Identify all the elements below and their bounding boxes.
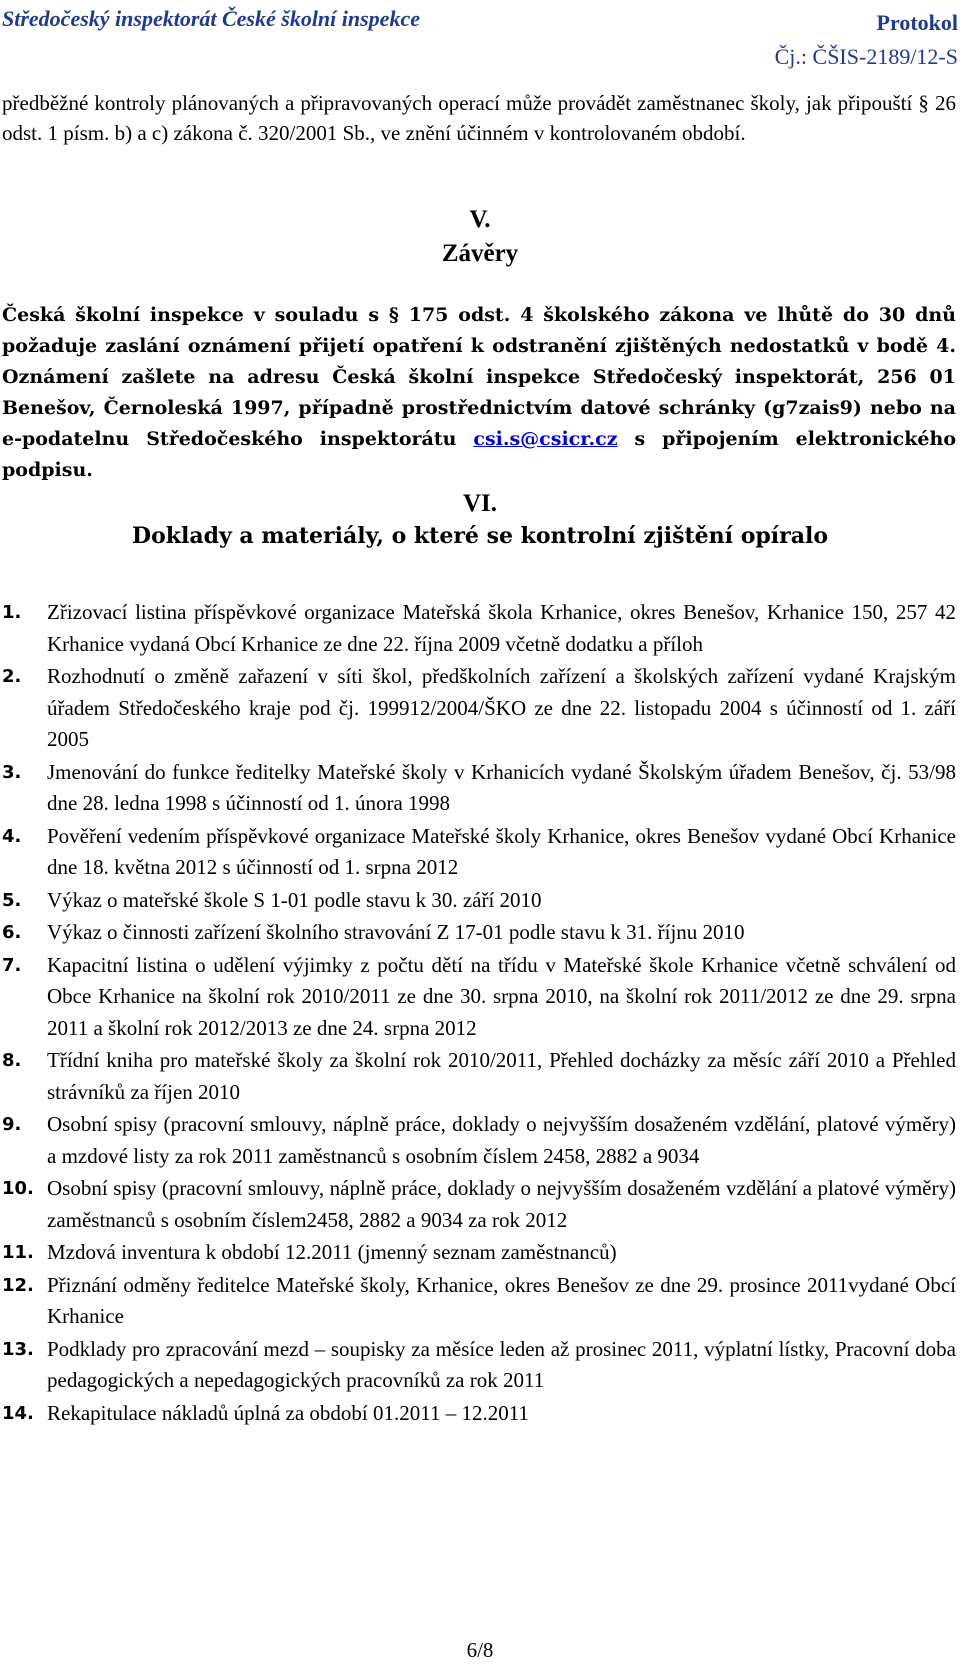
section-6-number: VI. [462,490,498,517]
section-5-title: Závěry [441,240,519,267]
list-item-text: Třídní kniha pro mateřské školy za školní rok 2010/2011, Přehled docházky za měsíc září 2010 a Přehled strávníků za říjen 2010 [47,1048,956,1104]
list-item-number: 14. [2,1402,34,1424]
header-right [775,6,958,74]
list-item-number: 8. [2,1050,22,1071]
list-item-number: 2. [2,666,22,687]
list-item [2,1398,956,1430]
header-institution: Středočeský inspektorát České školní inspekce [2,6,420,31]
list-item [2,821,956,884]
list-item [2,885,956,917]
email-link[interactable]: csi.s@csicr.cz [473,428,618,450]
list-item [2,1109,956,1172]
list-item-number: 4. [2,825,22,847]
list-item [2,1334,956,1397]
list-item [2,597,956,660]
page-number: 6/8 [466,1638,494,1662]
list-item [2,917,956,949]
conclusions-text-end: s připojením elektronického podpisu. [2,428,956,481]
list-item-text: Jmenování do funkce ředitelky Mateřské školy v Krhanicích vydané Školským úřadem Benešov, čj. 53/98 dne 28. ledna 1998 s účinností od 1. února 1998 [47,759,956,815]
list-item-text: Rozhodnutí o změně zařazení v síti škol, předškolních zařízení a školských zařízení vydané Krajským úřadem Středočeského kraje pod čj. 199912/2004/ŠKO ze dne 22. listopadu 2004 s účinností od 1. září 2005 [47,664,956,751]
section-5-number: V. [469,206,491,233]
documents-list [2,597,956,1430]
list-item-number: 11. [2,1242,34,1263]
list-item [2,757,956,820]
list-item [2,1173,956,1236]
list-item-text: Výkaz o činnosti zařízení školního stravování Z 17-01 podle stavu k 31. říjnu 2010 [47,920,745,944]
list-item [2,1237,956,1269]
conclusions-text: Česká školní inspekce v souladu s § 175 odst. 4 školského zákona ve lhůtě do 30 dnů požaduje zaslání oznámení přijetí opatření k odstranění zjištěných nedostatků v bodě 4. Oznámení zašlete na adresu Česká školní inspekce Středočeský inspektorát, 256 01 Benešov, Černoleská 1997, případně prostřednictvím datové schránky (g7zais9) nebo na e-podatelnu Středočeského inspektorátu [2,304,956,450]
list-item-number: 1. [2,602,22,623]
intro-paragraph: předběžné kontroly plánovaných a připravovaných operací může provádět zaměstnanec školy, jak připouští § 26 odst. 1 písm. b) a c) zákona č. 320/2001 Sb., ve znění účinném v kontrolovaném období. [2,91,956,145]
list-item-text: Kapacitní listina o udělení výjimky z počtu dětí na třídu v Mateřské škole Krhanice včetně schválení od Obce Krhanice na školní rok 2010/2011 ze dne 30. srpna 2010, na školní rok 2011/2012 ze dne 29. srpna 2011 a školní rok 2012/2013 ze dne 24. srpna 2012 [47,952,956,1040]
list-item [2,1045,956,1108]
list-item-number: 6. [2,922,22,943]
conclusions-paragraph [2,300,956,486]
list-item-text: Pověření vedením příspěvkové organizace Mateřské školy Krhanice, okres Benešov vydané Obcí Krhanice dne 18. května 2012 s účinností od 1. srpna 2012 [47,823,956,879]
list-item-number: 3. [2,761,22,783]
list-item [2,661,956,756]
list-item [2,1270,956,1333]
list-item-text: Mzdová inventura k období 12.2011 (jmenný seznam zaměstnanců) [47,1240,617,1264]
list-item-number: 13. [2,1338,34,1360]
list-item-text: Osobní spisy (pracovní smlouvy, náplně práce, doklady o nejvyšším dosaženém vzdělání a platové výměry) zaměstnanců s osobním číslem2458, 2882 a 9034 za rok 2012 [47,1176,956,1232]
list-item [2,950,956,1045]
list-item-text: Přiznání odměny ředitelce Mateřské školy, Krhanice, okres Benešov ze dne 29. prosince 2011vydané Obcí Krhanice [47,1272,956,1328]
list-item-text: Výkaz o mateřské škole S 1-01 podle stavu k 30. září 2010 [47,887,542,912]
list-item-number: 7. [2,954,22,976]
list-item-number: 9. [2,1114,22,1135]
list-item-text: Osobní spisy (pracovní smlouvy, náplně práce, doklady o nejvyšším dosaženém vzdělání, platové výměry) a mzdové listy za rok 2011 zaměstnanců s osobním číslem 2458, 2882 a 9034 [47,1112,956,1168]
list-item-number: 12. [2,1274,34,1296]
header-doc-type: Protokol [876,10,958,35]
list-item-number: 10. [2,1178,34,1199]
list-item-text: Zřizovací listina příspěvkové organizace Mateřská škola Krhanice, okres Benešov, Krhanice 150, 257 42 Krhanice vydaná Obcí Krhanice ze dne 22. října 2009 včetně dodatku a příloh [47,600,956,656]
list-item-text: Rekapitulace nákladů úplná za období 01.2011 – 12.2011 [47,1400,529,1425]
header-reference-number: Čj.: ČŠIS-2189/12-S [774,44,958,69]
section-6-title: Doklady a materiály, o které se kontrolní zjištění opíralo [132,523,828,549]
list-item-text: Podklady pro zpracování mezd – soupisky za měsíce leden až prosinec 2011, výplatní lístky, Pracovní doba pedagogických a nepedagogických pracovníků za rok 2011 [47,1336,956,1392]
list-item-number: 5. [2,889,22,911]
